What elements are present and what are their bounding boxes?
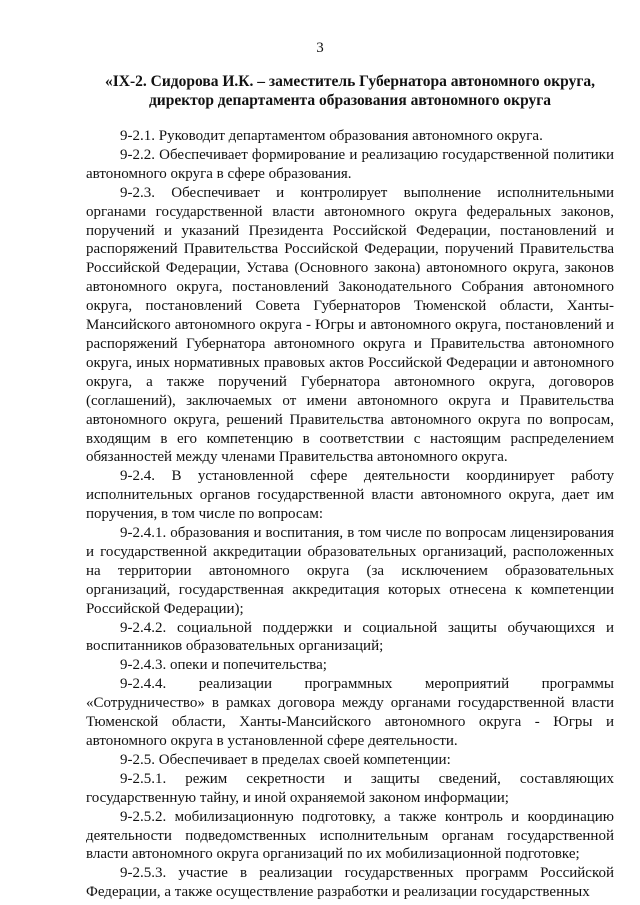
paragraph-9-2-4-1: 9-2.4.1. образования и воспитания, в том числе по вопросам лицензирования и государственной аккредитации образовательных организаций, расположенных на территории автономного округа (за исключением образовательных организаций, государственная аккредитация которых отнесена к компетенции Российской Федерации);: [86, 525, 614, 617]
paragraph-9-2-1: 9-2.1. Руководит департаментом образования автономного округа.: [120, 128, 543, 144]
paragraph-9-2-5-3: 9-2.5.3. участие в реализации государственных программ Российской Федерации, а также осуществление разработки и реализации государственных: [86, 865, 614, 901]
paragraph-9-2-4-2: 9-2.4.2. социальной поддержки и социальной защиты обучающихся и воспитанников образовательных организаций;: [86, 619, 614, 655]
paragraph-9-2-4-3: 9-2.4.3. опеки и попечительства;: [120, 657, 327, 674]
paragraph-9-2-4: 9-2.4. В установленной сфере деятельности координирует работу исполнительных органов государственной власти автономного округа, дает им поручения, в том числе по вопросам:: [86, 468, 614, 523]
paragraph-9-2-3: 9-2.3. Обеспечивает и контролирует выполнение исполнительными органами государственной власти автономного округа федеральных законов, поручений и указаний Президента Российской Федерации, постановлений и распоряжений Правительства Российской Федерации, поручений Правительства Российской Федерации, Устава (Основного закона) автономного округа, законов автономного округа, постановлений Законодательного Собрания автономного округа, постановлений Совета Губернаторов Тюменской области, Ханты-Мансийского автономного округа - Югры и автономного округа, постановлений и распоряжений Губернатора автономного округа и Правительства автономного округа, иных нормативных правовых актов Российской Федерации и автономного округа, а также поручений Губернатора автономного округа, договоров (соглашений), заключаемых от имени автономного округа и Правительства автономного округа, решений Правительства автономного округа по вопросам, входящим в его компетенцию в соответствии с настоящим распределением обязанностей между членами Правительства автономного округа.: [86, 184, 614, 466]
paragraph-9-2-5: 9-2.5. Обеспечивает в пределах своей компетенции:: [120, 751, 451, 768]
paragraph-9-2-4-4: 9-2.4.4. реализации программных мероприятий программы «Сотрудничество» в рамках договора между органами государственной власти Тюменской области, Ханты-Мансийского автономного округа - Югры и автономного округа в установленной сфере деятельности.: [86, 676, 614, 749]
paragraph-9-2-5-2: 9-2.5.2. мобилизационную подготовку, а также контроль и координацию деятельности подведомственных исполнительным органам государственной власти автономного округа организаций по их мобилизационной подготовке;: [86, 808, 614, 863]
heading-line-2: директор департамента образования автономного округа: [148, 92, 552, 109]
paragraph-9-2-2: 9-2.2. Обеспечивает формирование и реализацию государственной политики автономного округа в сфере образования.: [86, 146, 614, 182]
paragraph-9-2-5-1: 9-2.5.1. режим секретности и защиты сведений, составляющих государственную тайну, и иной охраняемой законом информации;: [86, 770, 614, 806]
document-body: [86, 127, 614, 902]
section-heading: [86, 72, 614, 110]
heading-line-1: «IX-2. Сидорова И.К. – заместитель Губернатора автономного округа,: [104, 73, 596, 90]
page-number: 3: [316, 40, 324, 56]
